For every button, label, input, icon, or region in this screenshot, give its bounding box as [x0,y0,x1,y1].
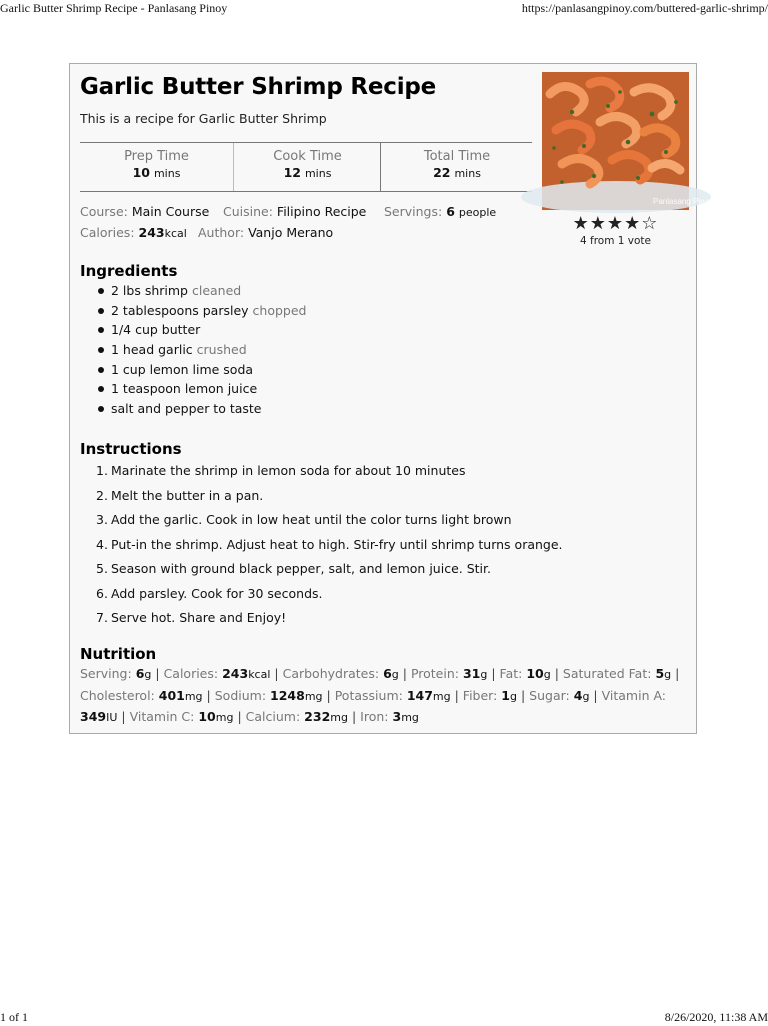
print-page-number: 1 of 1 [0,1010,28,1024]
step-number: 3. [96,512,108,527]
nutrition-value: 401 [158,687,185,703]
prep-time-value: 10 [132,165,150,180]
nutrition-label: Calories: [163,666,219,681]
print-datetime: 8/26/2020, 11:38 AM [664,1010,768,1024]
nutrition-value: 10 [526,666,544,681]
nutrition-item [246,709,348,724]
step-number: 1. [96,463,108,478]
nutrition-unit: g [391,668,399,681]
bullet-icon [98,367,104,373]
author-meta [198,225,333,240]
total-time-label: Total Time [423,149,491,164]
total-time-value: 22 [433,165,451,180]
instructions-list [96,459,563,631]
total-time [380,143,533,191]
nutrition-unit: g [480,668,488,681]
nutrition-item [463,688,517,703]
step-number: 5. [96,561,108,576]
instruction-step [96,533,563,558]
cook-time-value: 12 [283,165,301,180]
recipe-times [80,142,532,192]
cuisine-label: Cuisine: [223,204,273,219]
nutrition-label: Sodium: [214,687,267,703]
rating-votes: 4 from 1 vote [579,235,652,247]
print-footer [0,1010,768,1026]
ingredients-list [96,281,306,419]
ingredient-note: cleaned [191,283,242,298]
recipe-image[interactable] [542,72,714,210]
cook-time [233,143,381,191]
nutrition-value: 349 [80,709,107,724]
nutrition-value: 1 [501,687,510,703]
step-text: Season with ground black pepper, salt, and lemon juice. Stir. [111,561,491,576]
step-number: 6. [96,585,108,601]
nutrition-label: Iron: [360,709,389,724]
step-text: Add the garlic. Cook in low heat until the color turns light brown [111,512,512,527]
nutrition-unit: mg [330,711,348,724]
servings-unit: people [458,206,497,219]
nutrition-value: 3 [392,709,402,724]
nutrition-label: Vitamin C: [129,709,195,724]
recipe-rating[interactable] [542,214,689,247]
instruction-step [96,557,563,582]
instructions-heading: Instructions [80,440,182,458]
nutrition-label: Fiber: [462,687,498,703]
ingredient-item [96,399,306,419]
nutrition-item [335,688,451,703]
nutrition-unit: g [664,668,672,681]
cuisine-value: Filipino Recipe [276,204,367,219]
nutrition-value: 6 [383,666,392,681]
author-label: Author: [198,225,245,240]
instruction-step [96,459,563,484]
bullet-icon [98,327,104,333]
nutrition-label: Protein: [410,666,459,681]
ingredient-name: 2 lbs shrimp [111,283,188,298]
recipe-card [69,63,714,734]
nutrition-label: Serving: [80,666,132,681]
nutrition-item [500,666,551,681]
nutrition-heading: Nutrition [80,645,157,663]
instruction-step [96,508,563,533]
calories-label: Calories: [80,225,135,240]
nutrition-value: 4 [573,687,583,703]
calories-unit: kcal [164,227,187,240]
nutrition-value: 6 [135,666,145,681]
ingredient-name: salt and pepper to taste [111,401,262,417]
instruction-step [96,606,563,631]
nutrition-value: 31 [462,666,481,681]
recipe-title: Garlic Butter Shrimp Recipe [80,74,437,100]
nutrition-label: Carbohydrates: [282,666,380,681]
course-meta [80,204,209,219]
ingredient-item [96,360,306,380]
bullet-icon [98,406,104,412]
prep-time [80,143,233,191]
nutrition-value: 147 [406,687,433,703]
nutrition-item [130,709,234,724]
course-label: Course: [80,204,128,219]
cuisine-meta [223,204,366,219]
nutrition-label: Potassium: [334,687,403,703]
nutrition-facts: Serving: 6g | Calories: 243kcal | Carbohydrates: 6g | Protein: 31g | Fat: 10g | Saturated Fat: 5g | Cholesterol: 401mg | Sodium: 1248mg | Potassium: 147mg | Fiber: 1g | Sugar: 4g | Vitamin A: 349IU | Vitamin C: 10mg | Calcium: 232mg | Iron: 3mg [80,666,680,724]
nutrition-unit: g [582,689,590,703]
course-value: Main Course [131,204,210,219]
ingredient-item [96,320,306,340]
nutrition-label: Cholesterol: [80,687,155,703]
nutrition-item [283,666,399,681]
cook-time-unit: mins [304,167,332,180]
ingredient-name: 1/4 cup butter [111,322,201,338]
step-text: Add parsley. Cook for 30 seconds. [111,585,323,601]
bullet-icon [98,386,104,392]
print-header [0,1,768,17]
calories-meta [80,225,187,240]
servings-value: 6 [446,204,455,219]
nutrition-label: Fat: [499,666,523,681]
print-page-title: Garlic Butter Shrimp Recipe - Panlasang Pinoy [0,1,228,15]
bullet-icon [98,308,104,314]
ingredient-name: 2 tablespoons parsley [111,302,249,318]
nutrition-unit: g [510,689,517,703]
shrimp-photo [542,72,714,210]
step-text: Put-in the shrimp. Adjust heat to high. Stir-fry until shrimp turns orange. [111,536,563,552]
recipe-summary: This is a recipe for Garlic Butter Shrimp [80,111,327,126]
nutrition-unit: mg [304,689,323,703]
nutrition-value: 1248 [270,687,305,703]
nutrition-item [80,666,151,681]
bullet-icon [98,288,104,294]
nutrition-label: Saturated Fat: [562,666,652,681]
calories-value: 243 [138,225,165,240]
ingredient-name: 1 head garlic [111,342,193,358]
nutrition-value: 243 [222,666,249,681]
prep-time-unit: mins [153,167,181,180]
nutrition-item [563,666,671,681]
nutrition-unit: kcal [248,668,271,681]
ingredient-note: crushed [196,342,247,358]
nutrition-label: Vitamin A: [601,687,667,703]
print-url: https://panlasangpinoy.com/buttered-garlic-shrimp/ [521,1,768,15]
nutrition-value: 232 [304,709,331,724]
ingredient-name: 1 cup lemon lime soda [111,361,254,377]
step-number: 7. [96,610,108,625]
instruction-step [96,582,563,607]
nutrition-unit: mg [184,689,203,703]
nutrition-item [529,688,589,703]
nutrition-unit: mg [215,711,234,724]
ingredient-note: chopped [252,302,307,318]
nutrition-unit: g [144,668,152,681]
prep-time-label: Prep Time [124,149,189,164]
step-text: Melt the butter in a pan. [111,487,264,503]
nutrition-item [164,666,271,681]
nutrition-item [411,666,487,681]
step-text: Serve hot. Share and Enjoy! [111,610,287,625]
ingredient-item [96,301,306,321]
nutrition-label: Sugar: [529,687,570,703]
ingredients-heading: Ingredients [80,262,178,280]
nutrition-unit: g [543,668,551,681]
nutrition-item [360,709,419,724]
servings-meta [384,204,496,219]
nutrition-unit: mg [432,689,451,703]
nutrition-item [80,688,203,703]
ingredient-item [96,340,306,360]
servings-label: Servings: [384,204,443,219]
nutrition-item [215,688,323,703]
instruction-step [96,484,563,509]
image-watermark: Panlasang Pinoy [653,197,714,206]
bullet-icon [98,347,104,353]
nutrition-value: 10 [198,709,216,724]
nutrition-unit: IU [106,711,118,724]
rating-stars-icon[interactable]: ★★★★☆ [572,213,659,234]
total-time-unit: mins [454,167,481,180]
nutrition-unit: mg [401,711,419,724]
nutrition-label: Calcium: [245,709,301,724]
step-number: 2. [96,487,108,503]
author-value: Vanjo Merano [248,225,334,240]
ingredient-item [96,281,306,301]
nutrition-value: 5 [655,666,665,681]
cook-time-label: Cook Time [273,149,342,164]
ingredient-item [96,379,306,399]
step-number: 4. [96,536,108,552]
ingredient-name: 1 teaspoon lemon juice [111,381,258,397]
step-text: Marinate the shrimp in lemon soda for about 10 minutes [111,463,466,478]
